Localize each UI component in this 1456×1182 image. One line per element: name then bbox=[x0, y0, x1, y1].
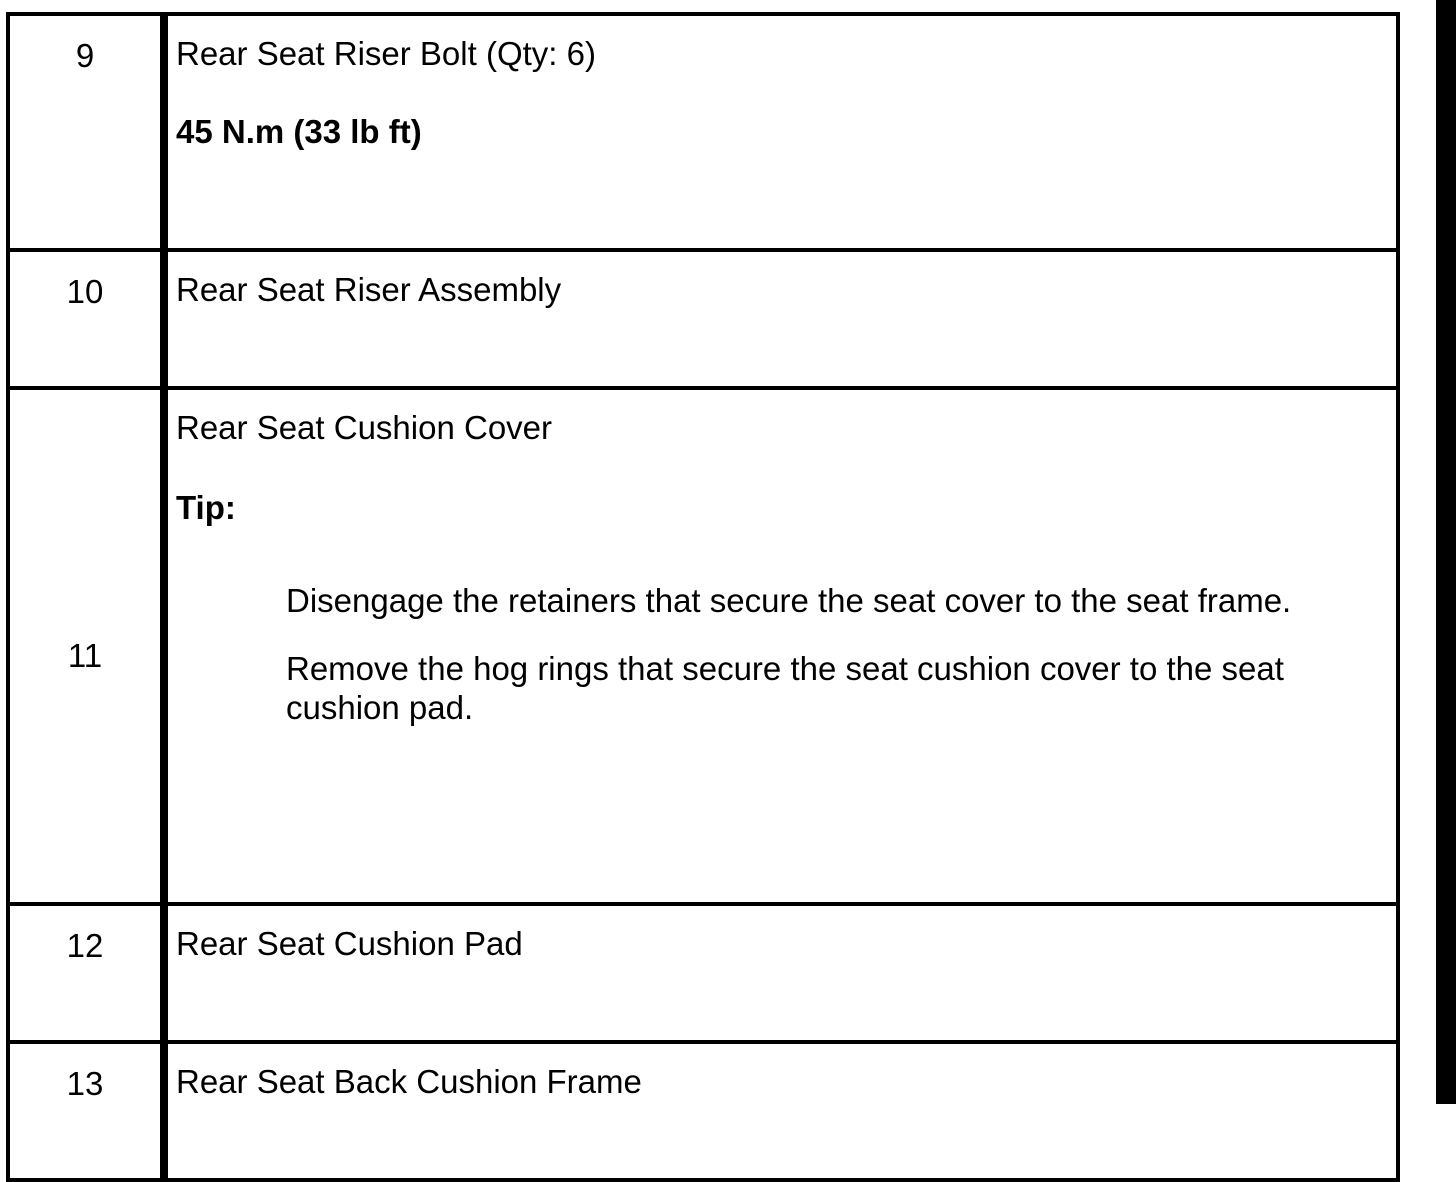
page-edge-bar bbox=[1436, 0, 1456, 1104]
table-row bbox=[8, 904, 1398, 1042]
torque-spec: 45 N.m (33 lb ft) bbox=[176, 112, 422, 150]
table-row bbox=[8, 388, 1398, 904]
item-description bbox=[164, 904, 1398, 1042]
item-description bbox=[164, 250, 1398, 388]
table-row bbox=[8, 1042, 1398, 1180]
table-row bbox=[8, 250, 1398, 388]
item-number: 9 bbox=[8, 14, 164, 250]
item-title: Rear Seat Riser Bolt (Qty: 6) bbox=[176, 35, 596, 72]
item-number: 13 bbox=[8, 1042, 164, 1180]
item-description bbox=[164, 14, 1398, 250]
item-description bbox=[164, 1042, 1398, 1180]
tip-item: Disengage the retainers that secure the seat cover to the seat frame. bbox=[286, 582, 1292, 620]
table-row bbox=[8, 14, 1398, 250]
item-number: 12 bbox=[8, 904, 164, 1042]
tip-item: Remove the hog rings that secure the seat cushion cover to the seat cushion pad. bbox=[286, 649, 1284, 727]
item-title: Rear Seat Cushion Pad bbox=[176, 925, 523, 962]
item-title: Rear Seat Back Cushion Frame bbox=[176, 1063, 642, 1100]
item-number: 10 bbox=[8, 250, 164, 388]
tip-label: Tip: bbox=[176, 488, 236, 526]
item-title: Rear Seat Cushion Cover bbox=[176, 409, 553, 446]
parts-table bbox=[6, 12, 1400, 1182]
item-number: 11 bbox=[8, 388, 164, 904]
tip-list bbox=[286, 581, 1396, 728]
item-title: Rear Seat Riser Assembly bbox=[176, 271, 562, 308]
item-description bbox=[164, 388, 1398, 904]
